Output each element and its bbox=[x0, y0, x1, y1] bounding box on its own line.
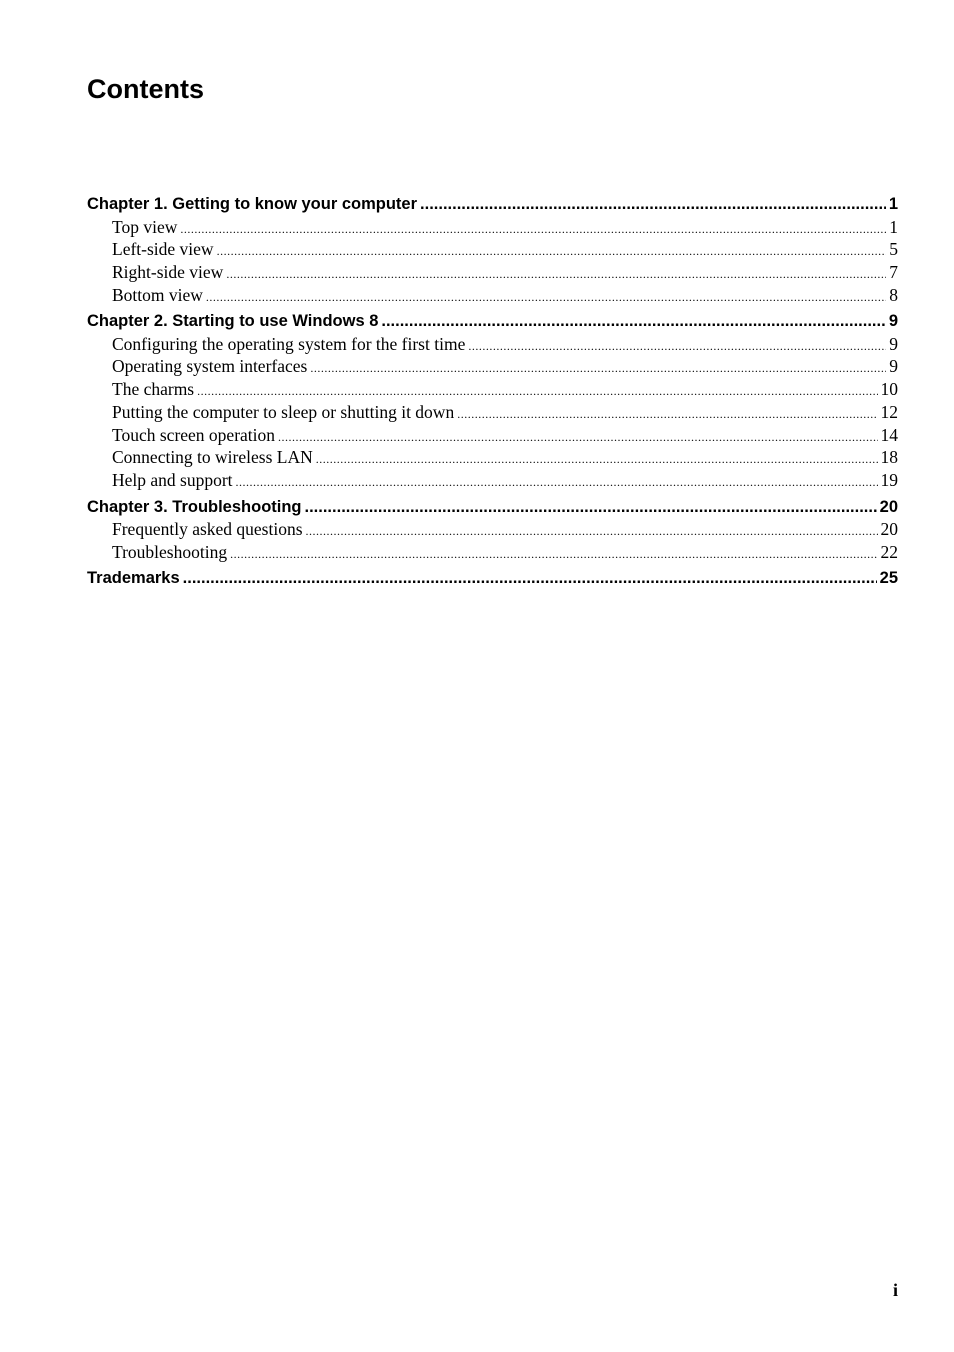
dot-leader bbox=[305, 496, 877, 519]
toc-page-number: 1 bbox=[889, 216, 898, 237]
toc-page-number: 19 bbox=[880, 469, 898, 490]
toc-section-title: Frequently asked questions bbox=[112, 519, 303, 540]
toc-page-number: 25 bbox=[879, 569, 898, 588]
dot-leader bbox=[206, 286, 886, 307]
dot-leader bbox=[180, 218, 886, 239]
toc-chapter-1[interactable] bbox=[87, 193, 898, 216]
toc-section-title: Troubleshooting bbox=[112, 541, 228, 562]
dot-leader bbox=[420, 193, 886, 216]
toc-page-number: 12 bbox=[880, 401, 898, 422]
toc-section-troubleshooting[interactable] bbox=[87, 541, 898, 564]
dot-leader bbox=[278, 426, 877, 447]
toc-page-number: 20 bbox=[880, 519, 898, 540]
toc-chapter-3[interactable] bbox=[87, 496, 898, 519]
toc-section-top-view[interactable] bbox=[87, 216, 898, 239]
toc-page-number: 9 bbox=[889, 333, 898, 354]
toc-section-bottom-view[interactable] bbox=[87, 284, 898, 307]
page-title: Contents bbox=[87, 74, 204, 104]
dot-leader bbox=[236, 471, 878, 492]
toc-page-number: 7 bbox=[889, 261, 898, 282]
toc-section-left-side-view[interactable] bbox=[87, 238, 898, 261]
toc-section-title: Touch screen operation bbox=[112, 424, 276, 445]
toc-page-number: 20 bbox=[879, 497, 898, 516]
toc-trademarks[interactable] bbox=[87, 567, 898, 590]
toc-chapter-title: Chapter 3. Troubleshooting bbox=[87, 497, 302, 516]
dot-leader bbox=[457, 403, 877, 424]
toc-section-the-charms[interactable] bbox=[87, 378, 898, 401]
toc-section-help-support[interactable] bbox=[87, 469, 898, 492]
dot-leader bbox=[226, 263, 886, 284]
dot-leader bbox=[316, 448, 878, 469]
toc-section-title: Operating system interfaces bbox=[112, 356, 308, 377]
toc-section-faq[interactable] bbox=[87, 518, 898, 541]
toc-section-sleep-shutdown[interactable] bbox=[87, 401, 898, 424]
toc-section-wireless-lan[interactable] bbox=[87, 446, 898, 469]
toc-section-title: Connecting to wireless LAN bbox=[112, 447, 313, 468]
toc-section-configuring-os[interactable] bbox=[87, 333, 898, 356]
toc-page-number: 1 bbox=[888, 195, 898, 213]
toc-section-title: The charms bbox=[112, 379, 195, 400]
toc-page-number: 18 bbox=[880, 447, 898, 468]
toc-chapter-title: Trademarks bbox=[87, 569, 180, 588]
toc-page-number: 14 bbox=[880, 424, 898, 445]
toc-page-number: 10 bbox=[880, 379, 898, 400]
dot-leader bbox=[183, 567, 877, 590]
toc-section-title: Top view bbox=[112, 216, 178, 237]
toc-section-title: Help and support bbox=[112, 469, 233, 490]
toc-section-title: Putting the computer to sleep or shutting it down bbox=[112, 401, 455, 422]
dot-leader bbox=[217, 240, 887, 261]
toc-chapter-2[interactable] bbox=[87, 310, 898, 333]
dot-leader bbox=[310, 357, 886, 378]
dot-leader bbox=[381, 310, 885, 333]
toc-section-os-interfaces[interactable] bbox=[87, 355, 898, 378]
toc-chapter-title: Chapter 1. Getting to know your computer bbox=[87, 195, 418, 213]
toc-page-number: 22 bbox=[880, 541, 898, 562]
dot-leader bbox=[306, 520, 878, 541]
toc-section-title: Right-side view bbox=[112, 261, 224, 282]
toc-page-number: 5 bbox=[889, 239, 898, 260]
toc-section-title: Configuring the operating system for the first time bbox=[112, 333, 466, 354]
toc-page-number: 9 bbox=[889, 356, 898, 377]
toc-section-title: Left-side view bbox=[112, 239, 214, 260]
dot-leader bbox=[468, 335, 886, 356]
table-of-contents bbox=[87, 193, 898, 590]
toc-page-number: 8 bbox=[889, 284, 898, 305]
dot-leader bbox=[197, 380, 877, 401]
toc-chapter-title: Chapter 2. Starting to use Windows 8 bbox=[87, 312, 379, 331]
toc-page-number: 9 bbox=[888, 312, 898, 331]
dot-leader bbox=[230, 543, 877, 564]
toc-section-title: Bottom view bbox=[112, 284, 203, 305]
toc-section-right-side-view[interactable] bbox=[87, 261, 898, 284]
toc-section-touch-screen[interactable] bbox=[87, 424, 898, 447]
footer-page-number: i bbox=[892, 1280, 898, 1300]
